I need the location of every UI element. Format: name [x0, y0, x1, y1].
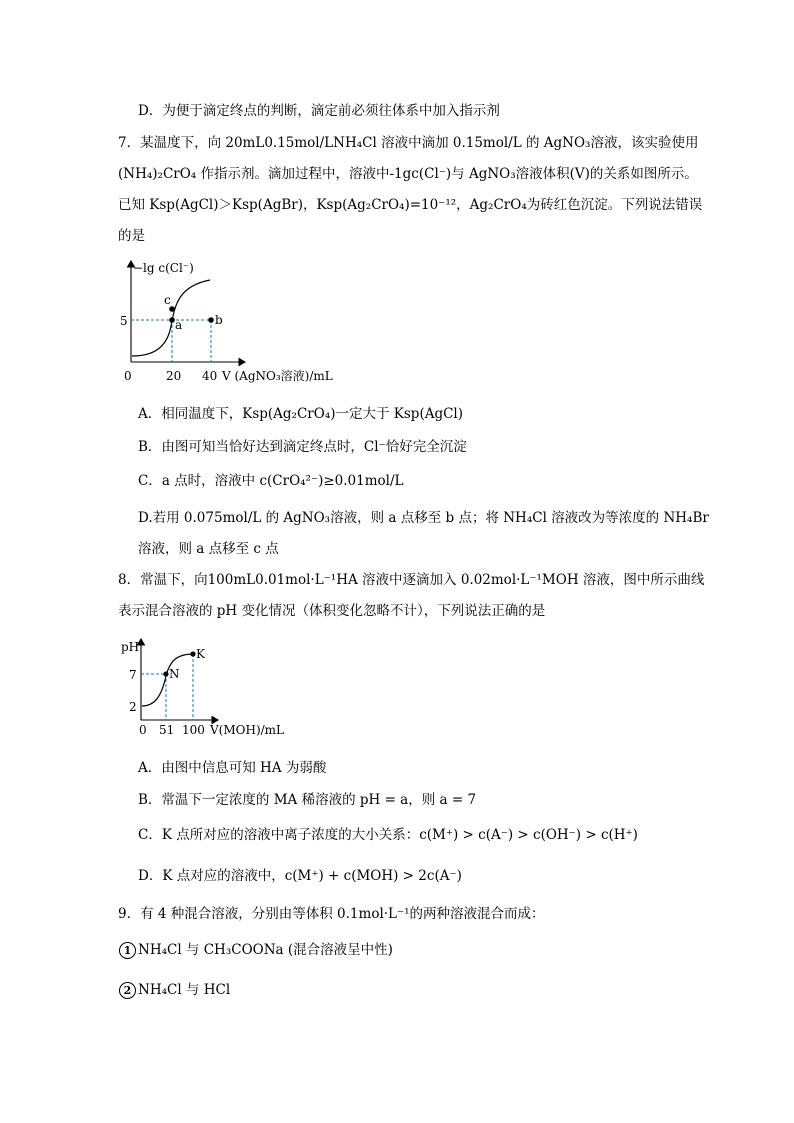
- q7-point-b: [208, 317, 214, 323]
- q8-option-b: B．常温下一定浓度的 MA 稀溶液的 pH = a，则 a = 7: [138, 792, 477, 808]
- q7-xlabel: V (AgNO₃溶液)/mL: [222, 369, 333, 383]
- q8-chart: [118, 636, 318, 746]
- circled-number-1: 1: [119, 942, 136, 959]
- q7-stem-line4: 的是: [118, 228, 145, 244]
- q8-xlabel: V(MOH)/mL: [210, 723, 285, 737]
- q9-item1: [119, 940, 393, 960]
- q7-label-a: a: [175, 318, 183, 332]
- q7-point-a: [169, 317, 175, 323]
- q8-ph-curve: [142, 654, 193, 706]
- q7-option-d-line2: 溶液，则 a 点移至 c 点: [138, 541, 279, 557]
- q8-option-c: C．K 点所对应的溶液中离子浓度的大小关系：c(M⁺) > c(A⁻) > c(OH⁻) > c(H⁺): [138, 827, 638, 843]
- circled-number-2: 2: [119, 982, 136, 999]
- q7-x-tick-20: 20: [166, 369, 182, 383]
- q7-chart: [115, 256, 375, 391]
- q7-label-c: c: [164, 293, 171, 307]
- q7-stem-line2: (NH₄)₂CrO₄ 作指示剂。滴加过程中，溶液中-1gc(Cl⁻)与 AgNO₃溶液体积(V)的关系如图所示。: [118, 166, 698, 182]
- q6-option-d: D．为便于滴定终点的判断，滴定前必须往体系中加入指示剂: [138, 103, 500, 119]
- q7-option-c: C．a 点时，溶液中 c(CrO₄²⁻)≥0.01mol/L: [138, 473, 404, 489]
- q8-y-tick-7: 7: [129, 668, 137, 682]
- q9-item2: [119, 980, 230, 1000]
- q8-x-tick-51: 51: [159, 723, 175, 737]
- q7-option-b: B．由图可知当恰好达到滴定终点时，Cl⁻恰好完全沉淀: [138, 439, 467, 455]
- q7-point-c: [169, 306, 175, 312]
- q7-stem-line3: 已知 Ksp(AgCl)＞Ksp(AgBr)，Ksp(Ag₂CrO₄)=10⁻¹²，Ag₂CrO₄为砖红色沉淀。下列说法错误: [118, 197, 703, 213]
- q8-point-k: [190, 651, 195, 656]
- q8-ylabel: pH: [121, 640, 140, 654]
- q7-y-tick-5: 5: [120, 314, 128, 328]
- q7-ylabel: −lg c(Cl⁻): [133, 261, 194, 275]
- q7-x-tick-0: 0: [124, 369, 132, 383]
- q8-label-n: N: [169, 667, 180, 681]
- q8-option-d: D．K 点对应的溶液中，c(M⁺) + c(MOH) > 2c(A⁻): [138, 868, 462, 884]
- q8-x-tick-0: 0: [139, 723, 147, 737]
- q9-item2-text: NH₄Cl 与 HCl: [138, 982, 231, 998]
- q7-stem-line1: 7．某温度下，向 20mL0.15mol/LNH₄Cl 溶液中滴加 0.15mol/L 的 AgNO₃溶液，该实验使用: [118, 135, 699, 151]
- q9-stem: 9．有 4 种混合溶液，分别由等体积 0.1mol·L⁻¹的两种溶液混合而成：: [118, 906, 545, 922]
- q7-option-d-line1: D.若用 0.075mol/L 的 AgNO₃溶液，则 a 点移至 b 点；将 NH₄Cl 溶液改为等浓度的 NH₄Br: [138, 510, 709, 526]
- q8-x-tick-100: 100: [182, 723, 205, 737]
- q7-label-b: b: [215, 313, 223, 327]
- q8-stem-line2: 表示混合溶液的 pH 变化情况（体积变化忽略不计），下列说法正确的是: [118, 603, 546, 619]
- q7-option-a: A．相同温度下，Ksp(Ag₂CrO₄)一定大于 Ksp(AgCl): [138, 406, 464, 422]
- q8-y-tick-2: 2: [129, 700, 137, 714]
- q9-item1-text: NH₄Cl 与 CH₃COONa (混合溶液呈中性): [138, 942, 393, 958]
- q8-label-k: K: [196, 647, 205, 661]
- q8-stem-line1: 8．常温下，向100mL0.01mol·L⁻¹HA 溶液中逐滴加入 0.02mol·L⁻¹MOH 溶液，图中所示曲线: [118, 572, 705, 588]
- q8-option-a: A．由图中信息可知 HA 为弱酸: [138, 760, 327, 776]
- q8-point-n: [163, 671, 168, 676]
- q7-x-tick-40: 40: [202, 369, 218, 383]
